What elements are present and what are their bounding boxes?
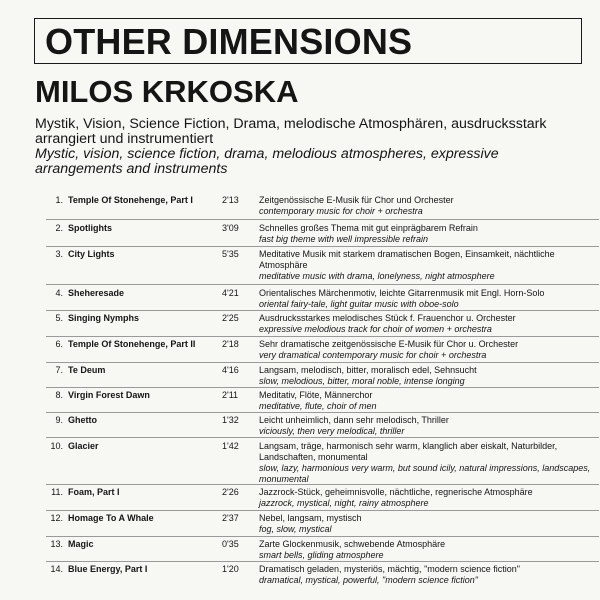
track-description-german: Dramatisch geladen, mysteriös, mächtig, "modern science fiction" [259, 564, 520, 574]
track-duration: 2'37 [222, 513, 239, 523]
description-german: Mystik, Vision, Science Fiction, Drama, melodische Atmosphären, ausdrucksstark arrangiert und instrumentiert [35, 116, 547, 147]
track-description-german: Jazzrock-Stück, geheimnisvolle, nächtliche, regnerische Atmosphäre [259, 487, 533, 497]
track-description-german: Orientalisches Märchenmotiv, leichte Gitarrenmusik mit Engl. Horn-Solo [259, 288, 545, 298]
title-box [34, 18, 582, 64]
track-description-german: Nebel, langsam, mystisch [259, 513, 362, 523]
track-duration: 1'20 [222, 564, 239, 574]
track-description [259, 339, 597, 361]
track-description [259, 513, 597, 535]
row-divider [46, 484, 599, 485]
track-description-english: expressive melodious track for choir of women + orchestra [259, 324, 492, 334]
track-title: Ghetto [68, 415, 97, 425]
track-description-german: Leicht unheimlich, dann sehr melodisch, Thriller [259, 415, 449, 425]
row-divider [46, 437, 599, 438]
track-description-german: Langsam, träge, harmonisch sehr warm, klanglich aber eiskalt, Naturbilder, Landschaften, monumental [259, 441, 558, 462]
track-description-english: meditative, flute, choir of men [259, 401, 377, 411]
track-title: Temple Of Stonehenge, Part I [68, 195, 193, 205]
track-title: Spotlights [68, 223, 112, 233]
track-duration: 2'13 [222, 195, 239, 205]
row-divider [46, 246, 599, 247]
track-description [259, 195, 597, 217]
track-duration: 1'42 [222, 441, 239, 451]
row-divider [46, 387, 599, 388]
track-number: 7. [55, 365, 63, 375]
track-description [259, 365, 597, 387]
track-description-english: very dramatical contemporary music for choir + orchestra [259, 350, 487, 360]
track-duration: 0'35 [222, 539, 239, 549]
track-number: 9. [55, 415, 63, 425]
track-number: 4. [55, 288, 63, 298]
track-duration: 3'09 [222, 223, 239, 233]
track-description-english: slow, lazy, harmonious very warm, but sound icily, natural impressions, landscapes, monumental [259, 463, 591, 484]
album-title: OTHER DIMENSIONS [45, 21, 413, 62]
track-description [259, 313, 597, 335]
track-number: 12. [50, 513, 63, 523]
track-description-english: fast big theme with well impressible refrain [259, 234, 429, 244]
row-divider [46, 336, 599, 337]
track-number: 1. [55, 195, 63, 205]
track-duration: 2'26 [222, 487, 239, 497]
track-number: 3. [55, 249, 63, 259]
track-description-german: Meditative Musik mit starkem dramatischen Bogen, Einsamkeit, nächtliche Atmosphäre [259, 249, 555, 270]
track-title: Magic [68, 539, 94, 549]
track-description-german: Sehr dramatische zeitgenössische E-Musik für Chor u. Orchester [259, 339, 519, 349]
track-title: City Lights [68, 249, 115, 259]
artist-name: MILOS KRKOSKA [35, 74, 299, 109]
track-duration: 2'25 [222, 313, 239, 323]
track-description [259, 390, 597, 412]
track-description-english: meditative music with drama, lonelyness, night atmosphere [259, 271, 495, 281]
track-number: 5. [55, 313, 63, 323]
track-title: Sheheresade [68, 288, 125, 298]
row-divider [46, 219, 599, 220]
track-description-german: Meditativ, Flöte, Männerchor [259, 390, 373, 400]
track-description [259, 415, 597, 437]
track-title: Singing Nymphs [68, 313, 140, 323]
track-duration: 4'16 [222, 365, 239, 375]
track-description-german: Langsam, melodisch, bitter, moralisch edel, Sehnsucht [259, 365, 477, 375]
row-divider [46, 362, 599, 363]
track-description [259, 539, 597, 561]
row-divider [46, 284, 599, 285]
track-number: 2. [55, 223, 63, 233]
track-number: 13. [50, 539, 63, 549]
track-description [259, 288, 597, 310]
track-title: Virgin Forest Dawn [68, 390, 150, 400]
track-description-english: viciously, then very melodical, thriller [259, 426, 405, 436]
track-description [259, 564, 597, 586]
row-divider [46, 310, 599, 311]
track-duration: 4'21 [222, 288, 239, 298]
track-description [259, 223, 597, 245]
track-description-english: jazzrock, mystical, night, rainy atmosphere [259, 498, 429, 508]
track-number: 6. [55, 339, 63, 349]
track-title: Homage To A Whale [68, 513, 154, 523]
track-description-german: Zeitgenössische E-Musik für Chor und Orchester [259, 195, 454, 205]
album-description [35, 117, 590, 177]
track-duration: 2'11 [222, 390, 239, 400]
track-description [259, 487, 597, 509]
track-description-english: fog, slow, mystical [259, 524, 332, 534]
track-title: Temple Of Stonehenge, Part II [68, 339, 196, 349]
row-divider [46, 536, 599, 537]
track-number: 14. [50, 564, 63, 574]
track-description [259, 249, 597, 282]
row-divider [46, 561, 599, 562]
description-english: Mystic, vision, science fiction, drama, melodious atmospheres, expressive arrangements and instruments [35, 146, 499, 177]
track-description [259, 441, 597, 485]
track-description-english: dramatical, mystical, powerful, "modern science fiction" [259, 575, 478, 585]
row-divider [46, 412, 599, 413]
track-description-english: contemporary music for choir + orchestra [259, 206, 423, 216]
track-description-english: smart bells, gliding atmosphere [259, 550, 384, 560]
track-description-english: oriental fairy-tale, light guitar music with oboe-solo [259, 299, 459, 309]
track-duration: 5'35 [222, 249, 239, 259]
track-description-german: Zarte Glockenmusik, schwebende Atmosphäre [259, 539, 446, 549]
track-title: Blue Energy, Part I [68, 564, 148, 574]
track-number: 11. [51, 487, 63, 497]
track-description-german: Ausdrucksstarkes melodisches Stück f. Frauenchor u. Orchester [259, 313, 516, 323]
track-description-german: Schnelles großes Thema mit gut einprägbarem Refrain [259, 223, 478, 233]
track-number: 8. [55, 390, 63, 400]
track-duration: 1'32 [222, 415, 239, 425]
row-divider [46, 510, 599, 511]
track-title: Foam, Part I [68, 487, 120, 497]
track-title: Te Deum [68, 365, 106, 375]
track-description-english: slow, melodious, bitter, moral noble, intense longing [259, 376, 465, 386]
track-duration: 2'18 [222, 339, 239, 349]
track-title: Glacier [68, 441, 99, 451]
track-number: 10. [50, 441, 63, 451]
